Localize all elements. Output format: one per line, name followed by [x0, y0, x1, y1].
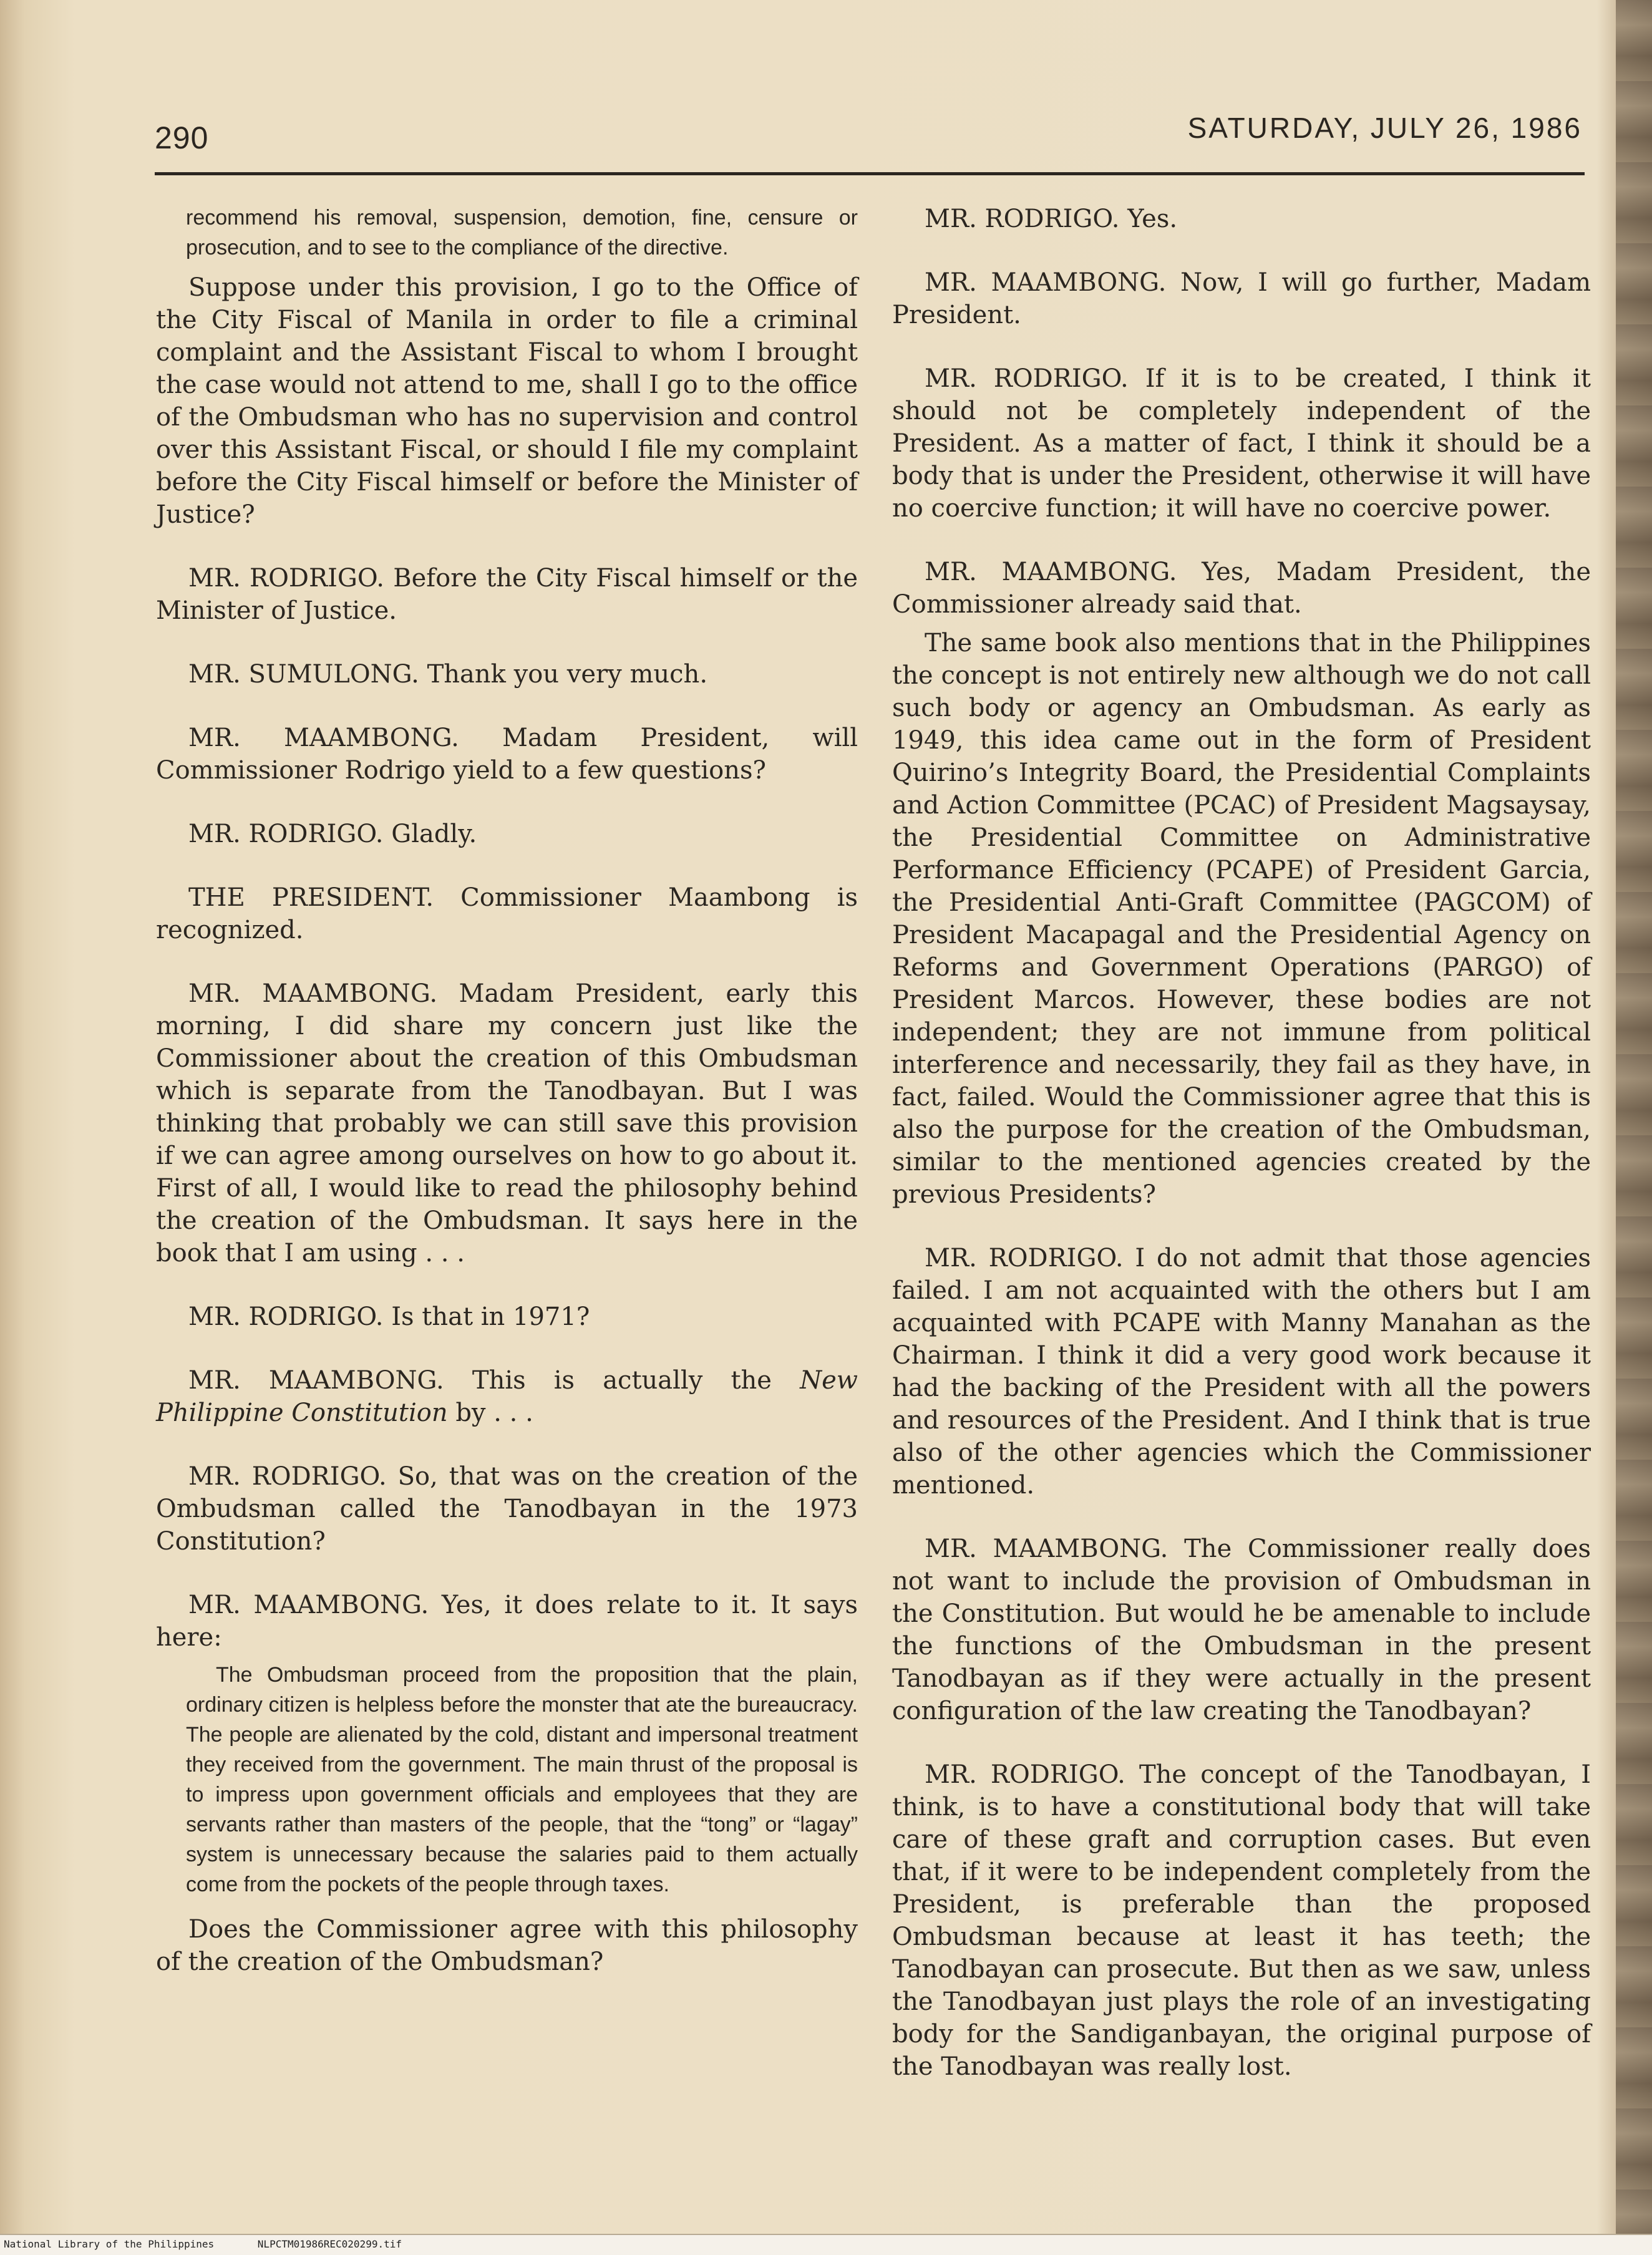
- paragraph: MR. RODRIGO. The concept of the Tanodbayan, I think, is to have a constitutional body that will take care of these graft and corruption cases. But even that, if it were to be independent completely from the President, is preferable than the proposed Ombudsman because at least it has teeth; the Tanodbayan can prosecute. But then as we saw, unless the Tanodbayan just plays the role of an investigating body for the Sandiganbayan, the original purpose of the Tanodbayan was really lost.: [892, 1760, 1591, 2081]
- paragraph: MR. RODRIGO. So, that was on the creation of the Ombudsman called the Tanodbayan in the 1973 Constitution?: [156, 1462, 858, 1556]
- text-run: MR. MAAMBONG. This is actually the: [188, 1366, 800, 1395]
- text-run: by . . .: [447, 1399, 533, 1427]
- page-number: 290: [155, 120, 209, 155]
- paragraph: Suppose under this provision, I go to the Office of the City Fiscal of Manila in order to file a criminal complaint and the Assistant Fiscal to whom I brought the case would not attend to me, shall I go to the office of the Ombudsman who has no supervision and control over this Assistant Fiscal, or should I file my complaint before the City Fiscal himself or before the Minister of Justice?: [156, 273, 858, 529]
- paragraph: MR. MAAMBONG. Yes, Madam President, the Commissioner already said that.: [892, 558, 1591, 619]
- paragraph: MR. SUMULONG. Thank you very much.: [188, 660, 708, 689]
- paragraph: MR. MAAMBONG. The Commissioner really does not want to include the provision of Ombudsman in the Constitution. But would he be amenable to include the functions of the Ombudsman in the present Tanodbayan as if they were actually in the present configuration of the law creating the Tanodbayan?: [892, 1535, 1591, 1725]
- header-rule: [155, 172, 1585, 175]
- paragraph: MR. RODRIGO. I do not admit that those agencies failed. I am not acquainted with the others but I am acquainted with PCAPE with Manny Manahan as the Chairman. I think it did a very good work because it had the backing of the President with all the powers and resources of the President. And I think that is true also of the other agencies which the Commissioner mentioned.: [892, 1244, 1591, 1500]
- paragraph: MR. RODRIGO. Before the City Fiscal himself or the Minister of Justice.: [156, 564, 858, 625]
- paragraph: MR. RODRIGO. Is that in 1971?: [188, 1302, 590, 1331]
- quoted-directive: recommend his removal, suspension, demotion, fine, censure or prosecution, and to see to the compliance of the directive.: [186, 206, 858, 259]
- paragraph: The same book also mentions that in the Philippines the concept is not entirely new although we do not call such body or agency an Ombudsman. As early as 1949, this idea came out in the form of President Quirino’s Integrity Board, the Presidential Complaints and Action Committee (PCAC) of President Magsaysay, the Presidential Committee on Administrative Performance Efficiency (PCAPE) of President Garcia, the Presidential Anti-Graft Committee (PAGCOM) of President Macapagal and the Presidential Agency on Reforms and Government Operations (PARGO) of President Marcos. However, these bodies are not independent; they are not immune from political interference and necessarily, they fail as they have, in fact, failed. Would the Commissioner agree that this is also the purpose for the creation of the Ombudsman, similar to the mentioned agencies created by the previous Presidents?: [892, 629, 1591, 1209]
- paragraph: MR. RODRIGO. If it is to be created, I think it should not be completely independent of the President. As a matter of fact, I think it should be a body that is under the President, otherwise it will have no coercive function; it will have no coercive power.: [892, 364, 1591, 523]
- footer-filename: NLPCTM01986REC020299.tif: [257, 2238, 402, 2250]
- running-head-date: SATURDAY, JULY 26, 1986: [1187, 112, 1582, 144]
- footer-library: National Library of the Philippines: [4, 2238, 215, 2250]
- left-column: [156, 203, 858, 2009]
- paragraph: MR. RODRIGO. Gladly.: [188, 820, 477, 848]
- paragraph: MR. MAAMBONG. Madam President, early this morning, I did share my concern just like the Commissioner about the creation of this Ombudsman which is separate from the Tanodbayan. But I was thinking that probably we can still save this provision if we can agree among ourselves on how to go about it. First of all, I would like to read the philosophy behind the creation of the Ombudsman. It says here in the book that I am using . . .: [156, 979, 858, 1268]
- paragraph: MR. MAAMBONG. Yes, it does relate to it. It says here:: [156, 1591, 858, 1652]
- paragraph: Does the Commissioner agree with this philosophy of the creation of the Ombudsman?: [156, 1915, 858, 1976]
- paragraph: MR. MAAMBONG. Now, I will go further, Madam President.: [892, 268, 1591, 329]
- paragraph: MR. RODRIGO. Yes.: [925, 205, 1178, 233]
- quoted-philosophy: The Ombudsman proceed from the proposition that the plain, ordinary citizen is helpless before the monster that ate the bureaucracy. The people are alienated by the cold, distant and impersonal treatment they received from the government. The main thrust of the proposal is to impress upon government officials and employees that they are servants rather than masters of the people, that the “tong” or “lagay” system is unnecessary because the salaries paid to them actually come from the pockets of the people through taxes.: [186, 1663, 858, 1896]
- paragraph: MR. MAAMBONG. Madam President, will Commissioner Rodrigo yield to a few questions?: [156, 724, 858, 785]
- book-binding-edge: [1616, 0, 1652, 2255]
- paragraph: THE PRESIDENT. Commissioner Maambong is recognized.: [156, 883, 858, 944]
- book-title: New Philippine Constitution: [156, 1366, 858, 1427]
- right-column: [892, 203, 1591, 2114]
- paragraph: [156, 1364, 858, 1429]
- scan-footer: [0, 2234, 1652, 2255]
